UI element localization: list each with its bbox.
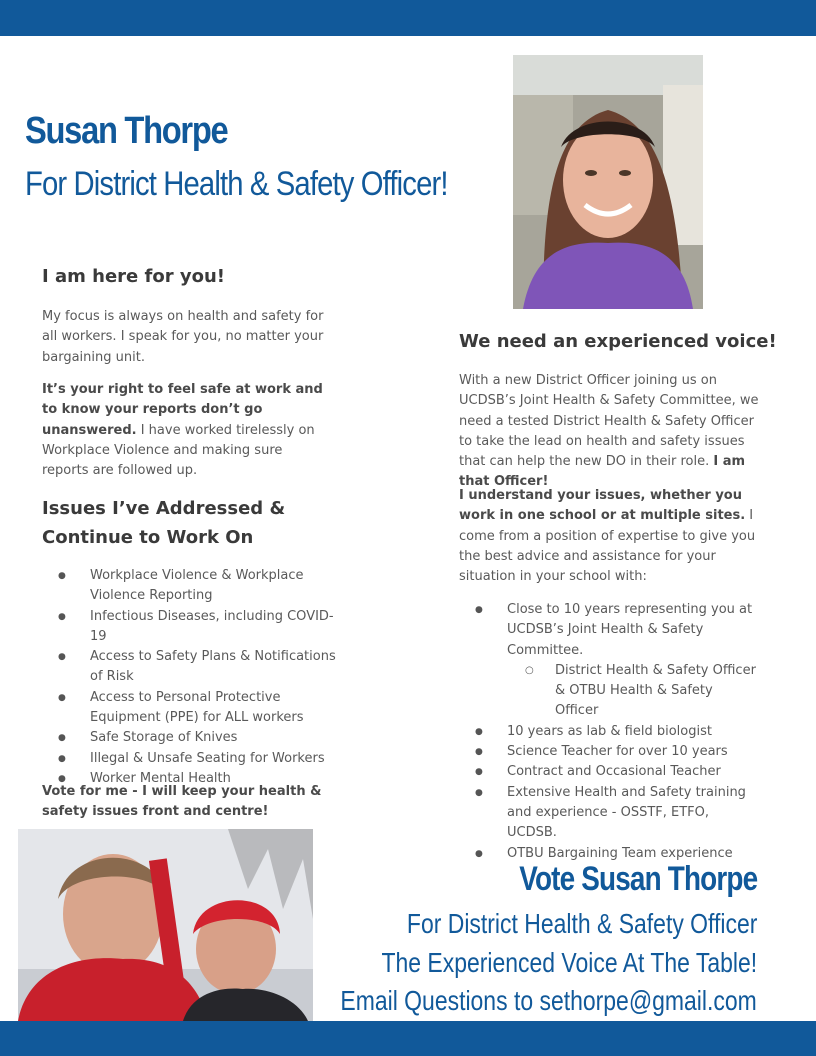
closing-position-text: For District Health & Safety Officer bbox=[406, 908, 757, 939]
list-item: ● Illegal & Unsafe Seating for Workers bbox=[90, 749, 340, 769]
list-item: ○ District Health & Safety Officer & OTBU Health & Safety Officer bbox=[555, 661, 757, 722]
right-intro bbox=[459, 371, 769, 493]
right-issues-paragraph bbox=[459, 486, 764, 587]
experience-sublist bbox=[507, 661, 757, 722]
list-item: ● Science Teacher for over 10 years bbox=[507, 742, 757, 762]
list-item bbox=[507, 600, 757, 722]
closing-tagline-text: The Experienced Voice At The Table! bbox=[381, 947, 757, 978]
list-item: ● Contract and Occasional Teacher bbox=[507, 762, 757, 782]
left-heading: I am here for you! bbox=[42, 266, 225, 287]
closing-email-text: Email Questions to sethorpe@gmail.com bbox=[340, 985, 757, 1016]
list-item: ● Access to Safety Plans & Notifications of Risk bbox=[90, 647, 340, 688]
experience-list bbox=[507, 600, 757, 864]
top-banner bbox=[0, 0, 816, 36]
issues-heading: Issues I’ve Addressed & Continue to Work On bbox=[42, 498, 286, 548]
list-item: ● Extensive Health and Safety training and experience - OSSTF, ETFO, UCDSB. bbox=[507, 783, 757, 844]
rights-rest: I have worked tirelessly on Workplace Violence and making sure reports are followed up. bbox=[42, 422, 315, 479]
candidate-name: Susan Thorpe bbox=[25, 110, 228, 152]
list-item: ● Infectious Diseases, including COVID-19 bbox=[90, 607, 340, 648]
closing-position bbox=[330, 908, 757, 940]
issues-list bbox=[90, 566, 340, 789]
list-item: ● 10 years as lab & field biologist bbox=[507, 722, 757, 742]
list-item: ● Safe Storage of Knives bbox=[90, 728, 340, 748]
experience-item: Close to 10 years representing you at UCDSB’s Joint Health & Safety Committee. bbox=[507, 602, 753, 658]
list-item: ● Worker Mental Health bbox=[90, 769, 340, 789]
right-intro-bold: I am that Officer! bbox=[459, 454, 746, 490]
list-item: ● OTBU Bargaining Team experience bbox=[507, 844, 757, 864]
candidate-subtitle: For District Health & Safety Officer! bbox=[25, 165, 448, 203]
closing-email bbox=[249, 985, 757, 1017]
left-intro: My focus is always on health and safety for all workers. I speak for you, no matter your bargaining unit. bbox=[42, 309, 324, 365]
vote-for-me: Vote for me - I will keep your health & safety issues front and centre! bbox=[42, 784, 322, 820]
rights-bold: It’s your right to feel safe at work and to know your reports don’t go unanswered. bbox=[42, 382, 323, 438]
closing-vote bbox=[467, 860, 757, 899]
right-intro-text: With a new District Officer joining us on UCDSB’s Joint Health & Safety Committee, we need a tested District Health & Safety Officer to take the lead on health and safety issues that can help the new DO in their role. bbox=[459, 373, 759, 470]
portrait-photo bbox=[513, 55, 703, 309]
list-item: ● Workplace Violence & Workplace Violence Reporting bbox=[90, 566, 340, 607]
closing-vote-text: Vote Susan Thorpe bbox=[518, 860, 757, 898]
list-item: ● Access to Personal Protective Equipment (PPE) for ALL workers bbox=[90, 688, 340, 729]
left-rights-paragraph bbox=[42, 380, 332, 481]
issues-rest: I come from a position of expertise to give you the best advice and assistance for your situation in your school with: bbox=[459, 508, 756, 585]
issues-bold: I understand your issues, whether you work in one school or at multiple sites. bbox=[459, 488, 746, 524]
right-heading: We need an experienced voice! bbox=[459, 331, 777, 352]
closing-tagline bbox=[299, 947, 757, 979]
bottom-banner bbox=[0, 1021, 816, 1056]
